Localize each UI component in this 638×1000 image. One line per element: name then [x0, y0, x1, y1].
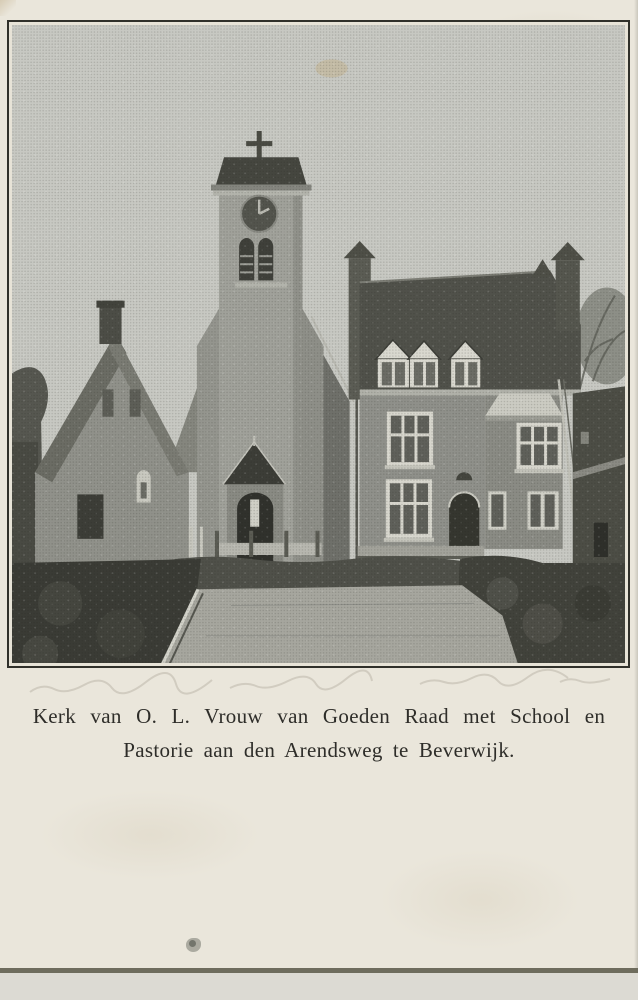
ghost-handwriting [0, 668, 638, 702]
paper-scuff [380, 850, 580, 950]
halftone-photo [12, 25, 625, 663]
photo-frame [7, 20, 630, 668]
card-edge-shadow [634, 0, 638, 968]
paper-scuff [40, 790, 260, 880]
ink-spot [186, 938, 201, 952]
card-corner-wear [0, 0, 16, 16]
scan-background [0, 973, 638, 1000]
caption-line-2: Pastorie aan den Arendsweg te Beverwijk. [123, 738, 515, 762]
caption-line-1: Kerk van O. L. Vrouw van Goeden Raad met School en [32, 704, 606, 728]
caption [0, 699, 638, 767]
